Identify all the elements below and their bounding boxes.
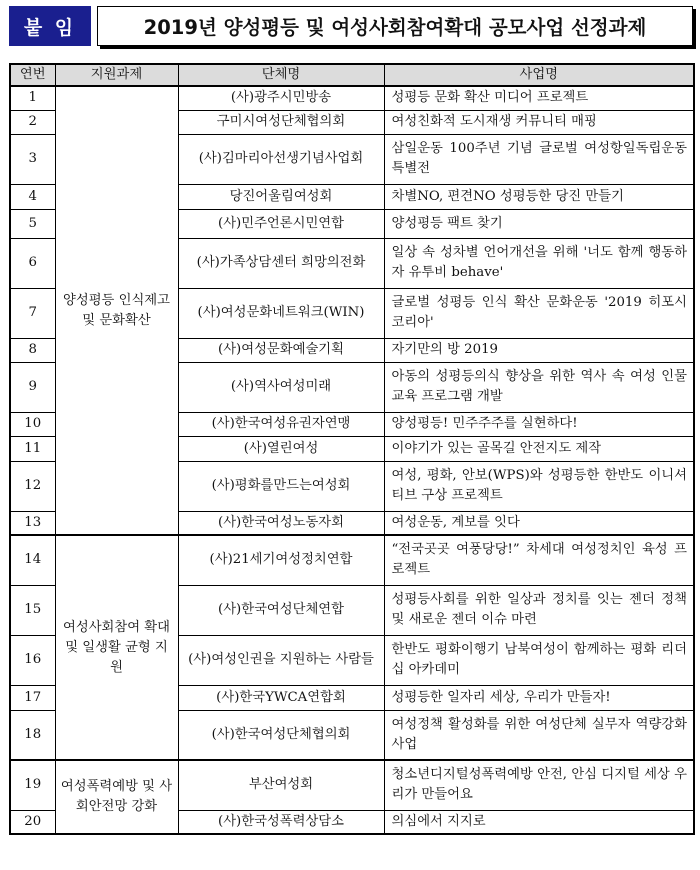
row-number: 11 [10,436,55,461]
attachment-badge: 붙 임 [9,6,91,46]
organization-cell: (사)한국YWCA연합회 [178,685,384,710]
row-number: 20 [10,810,55,834]
row-number: 7 [10,288,55,338]
organization-cell: (사)한국성폭력상담소 [178,810,384,834]
organization-cell: (사)가족상담센터 희망의전화 [178,238,384,288]
row-number: 18 [10,710,55,760]
table-header-row [10,64,694,86]
project-cell: 청소년디지털성폭력예방 안전, 안심 디지털 세상 우리가 만들어요 [384,760,694,810]
project-cell: 여성정책 활성화를 위한 여성단체 실무자 역량강화 사업 [384,710,694,760]
row-number: 4 [10,184,55,209]
row-number: 2 [10,110,55,134]
project-cell: “전국곳곳 여풍당당!” 차세대 여성정치인 육성 프로젝트 [384,535,694,585]
category-cell: 양성평등 인식제고 및 문화확산 [55,86,178,535]
project-cell: 차별NO, 편견NO 성평등한 당진 만들기 [384,184,694,209]
table-row [10,86,694,110]
project-cell: 아동의 성평등의식 향상을 위한 역사 속 여성 인물교육 프로그램 개발 [384,362,694,412]
organization-cell: (사)여성문화예술기획 [178,338,384,362]
organization-cell: (사)김마리아선생기념사업회 [178,134,384,184]
row-number: 10 [10,412,55,436]
row-number: 16 [10,635,55,685]
organization-cell: 구미시여성단체협의회 [178,110,384,134]
row-number: 15 [10,585,55,635]
organization-cell: (사)평화를만드는여성회 [178,461,384,511]
organization-cell: (사)여성문화네트워크(WIN) [178,288,384,338]
project-cell: 성평등한 일자리 세상, 우리가 만들자! [384,685,694,710]
project-cell: 한반도 평화이행기 남북여성이 함께하는 평화 리더십 아카데미 [384,635,694,685]
organization-cell: (사)한국여성유권자연맹 [178,412,384,436]
project-cell: 자기만의 방 2019 [384,338,694,362]
project-cell: 여성운동, 계보를 잇다 [384,511,694,535]
table-row [10,760,694,810]
row-number: 3 [10,134,55,184]
project-cell: 이야기가 있는 골목길 안전지도 제작 [384,436,694,461]
page-header [9,6,693,46]
row-number: 8 [10,338,55,362]
organization-cell: 부산여성회 [178,760,384,810]
organization-cell: (사)여성인권을 지원하는 사람들 [178,635,384,685]
page-title: 2019년 양성평등 및 여성사회참여확대 공모사업 선정과제 [97,6,693,46]
project-cell: 일상 속 성차별 언어개선을 위해 '너도 함께 행동하자 유투비 behave' [384,238,694,288]
organization-cell: (사)21세기여성정치연합 [178,535,384,585]
table-row [10,535,694,585]
category-cell: 여성사회참여 확대 및 일생활 균형 지원 [55,535,178,760]
organization-cell: (사)광주시민방송 [178,86,384,110]
organization-cell: (사)열린여성 [178,436,384,461]
row-number: 13 [10,511,55,535]
project-cell: 글로벌 성평등 인식 확산 문화운동 '2019 히포시 코리아' [384,288,694,338]
selected-projects-table [9,63,695,835]
row-number: 19 [10,760,55,810]
row-number: 14 [10,535,55,585]
row-number: 1 [10,86,55,110]
category-cell: 여성폭력예방 및 사회안전망 강화 [55,760,178,834]
project-cell: 양성평등 팩트 찾기 [384,209,694,238]
project-cell: 성평등사회를 위한 일상과 정치를 잇는 젠더 정책 및 새로운 젠더 이슈 마련 [384,585,694,635]
project-cell: 의심에서 지지로 [384,810,694,834]
organization-cell: (사)한국여성노동자회 [178,511,384,535]
project-cell: 여성, 평화, 안보(WPS)와 성평등한 한반도 이니셔티브 구상 프로젝트 [384,461,694,511]
row-number: 9 [10,362,55,412]
row-number: 5 [10,209,55,238]
organization-cell: 당진어울림여성회 [178,184,384,209]
project-cell: 여성친화적 도시재생 커뮤니티 매핑 [384,110,694,134]
organization-cell: (사)한국여성단체협의회 [178,710,384,760]
column-header-number: 연번 [10,64,55,86]
column-header-project: 사업명 [384,64,694,86]
organization-cell: (사)역사여성미래 [178,362,384,412]
organization-cell: (사)한국여성단체연합 [178,585,384,635]
project-cell: 삼일운동 100주년 기념 글로벌 여성항일독립운동 특별전 [384,134,694,184]
column-header-category: 지원과제 [55,64,178,86]
row-number: 12 [10,461,55,511]
row-number: 6 [10,238,55,288]
column-header-organization: 단체명 [178,64,384,86]
organization-cell: (사)민주언론시민연합 [178,209,384,238]
row-number: 17 [10,685,55,710]
project-cell: 양성평등! 민주주주를 실현하다! [384,412,694,436]
project-cell: 성평등 문화 확산 미디어 프로젝트 [384,86,694,110]
